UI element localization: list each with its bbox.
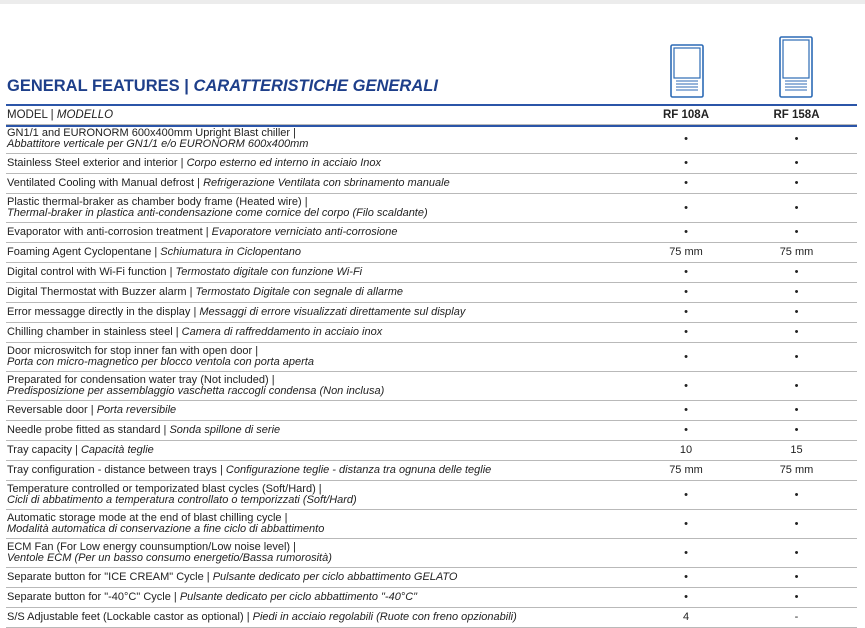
feature-en: ECM Fan (For Low energy counsumption/Low noise level) | (7, 541, 296, 553)
feature-it: Abbattitore verticale per GN1/1 e/o EURONORM 600x400mm (7, 138, 309, 150)
feature-en: Preparated for condensation water tray (Not included) | (7, 374, 275, 386)
feature-en: Door microswitch for stop inner fan with open door | (7, 345, 259, 357)
model-label-en: MODEL (7, 109, 48, 121)
table-row (6, 303, 857, 323)
value-rf-158a: • (736, 174, 857, 194)
table-row (6, 174, 857, 194)
feature-en: Reversable door | (7, 404, 94, 416)
value-rf-108a: • (636, 372, 736, 401)
value-rf-158a: • (736, 510, 857, 539)
value-rf-108a: 10 (636, 441, 736, 461)
column-header-rf-108a: RF 108A (636, 107, 736, 125)
value-rf-158a: • (736, 303, 857, 323)
value-rf-158a: • (736, 421, 857, 441)
feature-it: Cicli di abbatimento a temperatura controllato o temporizzati (Soft/Hard) (7, 494, 357, 506)
table-row (6, 223, 857, 243)
feature-label (6, 539, 636, 568)
model-label-it: MODELLO (56, 109, 114, 121)
table-row (6, 263, 857, 283)
value-rf-108a: • (636, 401, 736, 421)
feature-it: Pulsante dedicato per ciclo abbattimento "-40°C" (179, 591, 418, 603)
feature-en: Tray configuration - distance between trays | (7, 464, 223, 476)
feature-it: Porta con micro-magnetico per blocco ventola con porta aperta (7, 356, 314, 368)
feature-label (6, 608, 636, 628)
feature-it: Corpo esterno ed interno in acciaio Inox (186, 157, 382, 169)
feature-en: Ventilated Cooling with Manual defrost | (7, 177, 201, 189)
feature-label (6, 588, 636, 608)
feature-label (6, 568, 636, 588)
value-rf-108a: • (636, 568, 736, 588)
table-row (6, 608, 857, 628)
value-rf-108a: • (636, 174, 736, 194)
feature-label (6, 125, 636, 154)
value-rf-158a: 15 (736, 441, 857, 461)
value-rf-108a: • (636, 194, 736, 223)
feature-label (6, 263, 636, 283)
value-rf-108a: • (636, 223, 736, 243)
value-rf-158a: - (736, 608, 857, 628)
title-en: GENERAL FEATURES (7, 77, 180, 95)
feature-it: Evaporatore verniciato anti-corrosione (211, 226, 398, 238)
model-label (6, 107, 636, 125)
feature-it: Pulsante dedicato per ciclo abbattimento GELATO (212, 571, 458, 583)
feature-it: Ventole ECM (Per un basso consumo energetio/Bassa rumorosità) (7, 552, 332, 564)
value-rf-158a: 75 mm (736, 243, 857, 263)
feature-en: Foaming Agent Cyclopentane | (7, 246, 158, 258)
feature-it: Sonda spillone di serie (169, 424, 281, 436)
table-row (6, 539, 857, 568)
value-rf-158a: • (736, 223, 857, 243)
value-rf-158a: • (736, 539, 857, 568)
feature-en: Plastic thermal-braker as chamber body frame (Heated wire) | (7, 196, 308, 208)
feature-en: Digital control with Wi-Fi function | (7, 266, 173, 278)
header-rule-top (6, 104, 857, 106)
feature-en: Tray capacity | (7, 444, 78, 456)
features-table (6, 107, 857, 628)
feature-en: Separate button for "ICE CREAM" Cycle | (7, 571, 210, 583)
table-row (6, 154, 857, 174)
feature-en: Needle probe fitted as standard | (7, 424, 167, 436)
value-rf-158a: 75 mm (736, 461, 857, 481)
feature-label (6, 510, 636, 539)
value-rf-108a: • (636, 510, 736, 539)
value-rf-158a: • (736, 194, 857, 223)
feature-en: S/S Adjustable feet (Lockable castor as optional) | (7, 611, 250, 623)
feature-label (6, 303, 636, 323)
feature-label (6, 283, 636, 303)
feature-label (6, 481, 636, 510)
table-row (6, 372, 857, 401)
value-rf-108a: 75 mm (636, 461, 736, 481)
table-row (6, 125, 857, 154)
value-rf-108a: • (636, 481, 736, 510)
table-row (6, 481, 857, 510)
feature-en: Temperature controlled or temporizated blast cycles (Soft/Hard) | (7, 483, 322, 495)
table-row (6, 401, 857, 421)
feature-label (6, 174, 636, 194)
value-rf-158a: • (736, 568, 857, 588)
table-row (6, 441, 857, 461)
feature-it: Piedi in acciaio regolabili (Ruote con freno opzionabili) (252, 611, 517, 623)
feature-en: Error messagge directly in the display | (7, 306, 197, 318)
table-row (6, 588, 857, 608)
value-rf-158a: • (736, 343, 857, 372)
feature-en: Automatic storage mode at the end of blast chilling cycle | (7, 512, 288, 524)
value-rf-108a: 4 (636, 608, 736, 628)
table-row (6, 461, 857, 481)
value-rf-158a: • (736, 401, 857, 421)
value-rf-158a: • (736, 283, 857, 303)
value-rf-158a: • (736, 588, 857, 608)
feature-en: Stainless Steel exterior and interior | (7, 157, 184, 169)
feature-it: Porta reversibile (96, 404, 177, 416)
feature-label (6, 154, 636, 174)
section-title (7, 77, 438, 96)
feature-label (6, 194, 636, 223)
feature-it: Termostato digitale con funzione Wi-Fi (175, 266, 363, 278)
value-rf-108a: • (636, 125, 736, 154)
feature-en: Separate button for "-40°C" Cycle | (7, 591, 177, 603)
value-rf-108a: • (636, 588, 736, 608)
rf-108a-fridge-icon (670, 44, 704, 98)
feature-it: Refrigerazione Ventilata con sbrinamento manuale (203, 177, 450, 189)
value-rf-108a: • (636, 263, 736, 283)
rf-158a-fridge-icon (779, 36, 813, 98)
feature-it: Modalità automatica di conservazione a fine ciclo di abbattimento (7, 523, 325, 535)
feature-it: Predisposizione per assemblaggio vaschetta raccogli condensa (Non inclusa) (7, 385, 385, 397)
table-row (6, 243, 857, 263)
table-row (6, 323, 857, 343)
value-rf-158a: • (736, 263, 857, 283)
value-rf-108a: • (636, 323, 736, 343)
table-row (6, 343, 857, 372)
feature-label (6, 441, 636, 461)
feature-label (6, 461, 636, 481)
feature-label (6, 323, 636, 343)
value-rf-108a: • (636, 303, 736, 323)
feature-en: Chilling chamber in stainless steel | (7, 326, 179, 338)
value-rf-108a: • (636, 154, 736, 174)
feature-it: Capacità teglie (80, 444, 154, 456)
feature-label (6, 243, 636, 263)
table-row (6, 283, 857, 303)
feature-label (6, 401, 636, 421)
value-rf-158a: • (736, 125, 857, 154)
feature-en: Digital Thermostat with Buzzer alarm | (7, 286, 193, 298)
feature-it: Messaggi di errore visualizzati direttamente sul display (199, 306, 466, 318)
title-it: CARATTERISTICHE GENERALI (193, 77, 438, 95)
table-row (6, 421, 857, 441)
feature-it: Schiumatura in Ciclopentano (160, 246, 301, 258)
feature-label (6, 343, 636, 372)
feature-en: GN1/1 and EURONORM 600x400mm Upright Blast chiller | (7, 127, 296, 139)
value-rf-108a: • (636, 343, 736, 372)
table-row (6, 510, 857, 539)
value-rf-108a: • (636, 539, 736, 568)
column-header-rf-158a: RF 158A (736, 107, 857, 125)
feature-label (6, 372, 636, 401)
feature-label (6, 223, 636, 243)
value-rf-108a: 75 mm (636, 243, 736, 263)
feature-it: Camera di raffreddamento in acciaio inox (181, 326, 383, 338)
feature-it: Thermal-braker in plastica anti-condensazione come cornice del corpo (Filo scaldante) (7, 207, 428, 219)
feature-en: Evaporator with anti-corrosion treatment | (7, 226, 209, 238)
table-header-row (6, 107, 857, 125)
feature-label (6, 421, 636, 441)
feature-it: Termostato Digitale con segnale di allarme (195, 286, 403, 298)
value-rf-158a: • (736, 323, 857, 343)
top-border (0, 0, 865, 4)
header-rule-bottom (6, 125, 857, 127)
model-label-sep: | (47, 109, 57, 121)
table-row (6, 194, 857, 223)
value-rf-158a: • (736, 372, 857, 401)
title-sep: | (179, 77, 194, 95)
value-rf-108a: • (636, 421, 736, 441)
value-rf-158a: • (736, 154, 857, 174)
table-row (6, 568, 857, 588)
value-rf-108a: • (636, 283, 736, 303)
value-rf-158a: • (736, 481, 857, 510)
feature-it: Configurazione teglie - distanza tra ognuna delle teglie (225, 464, 492, 476)
